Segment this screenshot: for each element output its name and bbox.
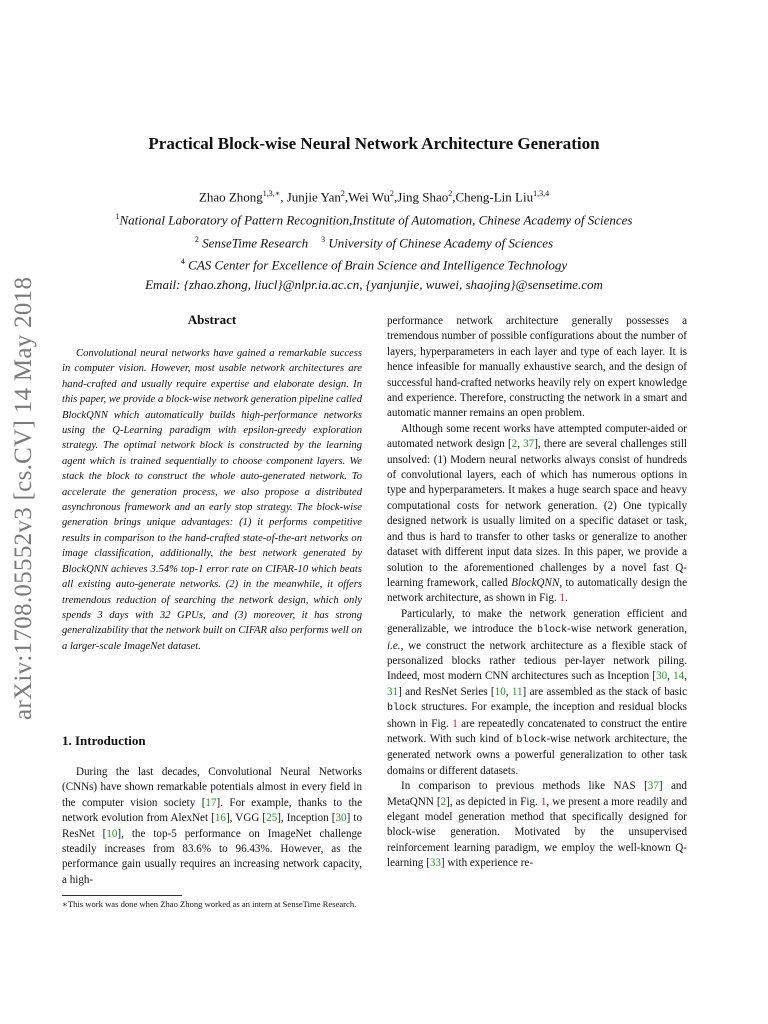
affiliation-2-3: $^2$ SenseTime Research $^3$ University of Chinese Academy of Sciences [194, 234, 554, 250]
right-paragraph-0: performance network architecture generally possesses a tremendous number of possible configurations about the number of layers, hyperparameters in each layer and type of each layer. It is hence infeasible for manually exhaustive search, and the design of successful hand-crafted networks heavily rely on expert knowledge and experience. Therefore, constructing the network in a smart and automatic manner remains an open problem. [387, 315, 687, 420]
introduction-body [62, 765, 362, 888]
citation-link[interactable]: 30 [335, 812, 347, 825]
author-5: ,Cheng-Lin Liu [452, 189, 534, 205]
citation-link[interactable]: 30 [656, 670, 668, 683]
right-paragraph-2: Particularly, to make the network generation efficient and generalizable, we introduce the block-wise network generation, i.e., we construct the network architecture as a flexible stack of personalized blocks rather tedious per-layer network piling. Indeed, most modern CNN architectures such as Inception [30, 14, 31] and ResNet Series [10, 11] are assembled as the stack of basic block structures. For example, the inception and residual blocks shown in Fig. 1 are repeatedly concatenated to construct the entire network. With such kind of block-wise network architecture, the generated network owns a powerful generalization to other task domains or different datasets. [387, 607, 687, 777]
citation-link[interactable]: 11 [511, 685, 523, 698]
abstract-paragraph: Convolutional neural networks have gained a remarkable success in computer vision. However, most usable network architectures are hand-crafted and usually require expertise and elaborate design. In this paper, we provide a block-wise network generation pipeline called BlockQNN which automatically builds high-performance networks using the Q-Learning paradigm with epsilon-greedy exploration strategy. The optimal network block is constructed by the learning agent which is trained sequentially to choose component layers. We stack the block to construct the whole auto-generated network. To accelerate the generation process, we also propose a distributed asynchronous framework and an early stop strategy. The block-wise generation brings unique advantages: (1) it performs competitive results in comparison to the hand-crafted state-of-the-art networks on image classification, additionally, the best network generated by BlockQNN achieves 3.54% top-1 error rate on CIFAR-10 which beats all existing auto-generate networks. (2) in the meanwhile, it offers tremendous reduction of searching the network design, which only spends 3 days with 32 GPUs, and (3) moreover, it has strong generalizability that the network built on CIFAR also performs well on a larger-scale ImageNet dataset. [62, 348, 362, 652]
citation-link[interactable]: 37 [647, 780, 659, 793]
figure-link[interactable]: 1 [559, 592, 566, 605]
abstract-heading: Abstract [187, 312, 237, 327]
citation-link[interactable]: 33 [429, 857, 441, 870]
citation-link[interactable]: 25 [266, 812, 278, 825]
affiliation-4: $^4$ CAS Center for Excellence of Brain Science and Intelligence Technology [180, 257, 568, 273]
affiliation-1: $^1$National Laboratory of Pattern Recognition,Institute of Automation, Chinese Academy of Sciences [115, 211, 633, 228]
citation-link[interactable]: 2 [440, 795, 447, 808]
citation-link[interactable]: 2 [511, 438, 518, 451]
abstract-body [62, 346, 362, 654]
arxiv-identifier[interactable]: arXiv:1708.05552v3 [cs.CV] 14 May 2018 [10, 276, 37, 720]
citation-link[interactable]: 37 [523, 438, 535, 451]
right-column [387, 314, 687, 872]
author-1: Zhao Zhong [198, 189, 263, 205]
footnote-divider [62, 895, 182, 896]
citation-link[interactable]: 16 [214, 812, 226, 825]
author-block [40, 184, 708, 295]
right-paragraph-3: In comparison to previous methods like NAS [37] and MetaQNN [2], as depicted in Fig. 1, we present a more readily and elegant model generation method that specifically designed for block-wise generation. Motivated by the unsupervised reinforcement learning paradigm, we employ the well-known Q-learning [33] with experience re- [387, 780, 688, 870]
paper-title: Practical Block-wise Neural Network Architecture Generation [148, 134, 600, 153]
citation-link[interactable]: 10 [106, 827, 118, 840]
introduction-heading: 1. Introduction [62, 733, 146, 748]
author-3: ,Wei Wu [344, 189, 391, 205]
citation-link[interactable]: 14 [673, 670, 685, 683]
intro-paragraph-1: During the last decades, Convolutional Neural Networks (CNNs) have shown remarkable potentials almost in every field in the computer vision society [17]. For example, thanks to the network evolution from AlexNet [16], VGG [25], Inception [30] to ResNet [10], the top-5 performance on ImageNet challenge steadily increases from 83.6% to 96.43%. However, as the performance gain usually requires an increasing network capacity, a high- [62, 766, 363, 886]
footnote: ∗This work was done when Zhao Zhong worked as an intern at SenseTime Research. [62, 899, 357, 909]
right-paragraph-1: Although some recent works have attempted computer-aided or automated network design [2, 37], there are several challenges still unsolved: (1) Modern neural networks always consist of hundreds of convolutional layers, each of which has numerous options in type and hyperparameters. It makes a huge search space and heavy computational costs for network generation. (2) One typically designed network is usually limited on a specific dataset or task, and thus is hard to transfer to other tasks or generalize to another dataset with different input data sizes. In this paper, we provide a solution to the aforementioned challenges by a novel fast Q-learning framework, called BlockQNN, to automatically design the network architecture, as shown in Fig. 1. [387, 422, 687, 605]
citation-link[interactable]: 17 [205, 796, 217, 809]
citation-link[interactable]: 10 [494, 685, 506, 698]
author-4: ,Jing Shao [394, 189, 449, 205]
figure-link[interactable]: 1 [452, 717, 458, 730]
citation-link[interactable]: 31 [387, 685, 399, 698]
author-emails[interactable]: Email: {zhao.zhong, liucl}@nlpr.ia.ac.cn, {yanjunjie, wuwei, shaojing}@sensetime.com [145, 277, 603, 293]
author-2: , Junjie Yan [280, 189, 341, 205]
figure-link[interactable]: 1 [540, 795, 547, 808]
author-names: Zhao Zhong$^{1,3,∗}$, Junjie Yan$^2$,Wei Wu$^2$,Jing Shao$^2$,Cheng-Lin Liu$^{1,3,4}$ [198, 189, 550, 205]
